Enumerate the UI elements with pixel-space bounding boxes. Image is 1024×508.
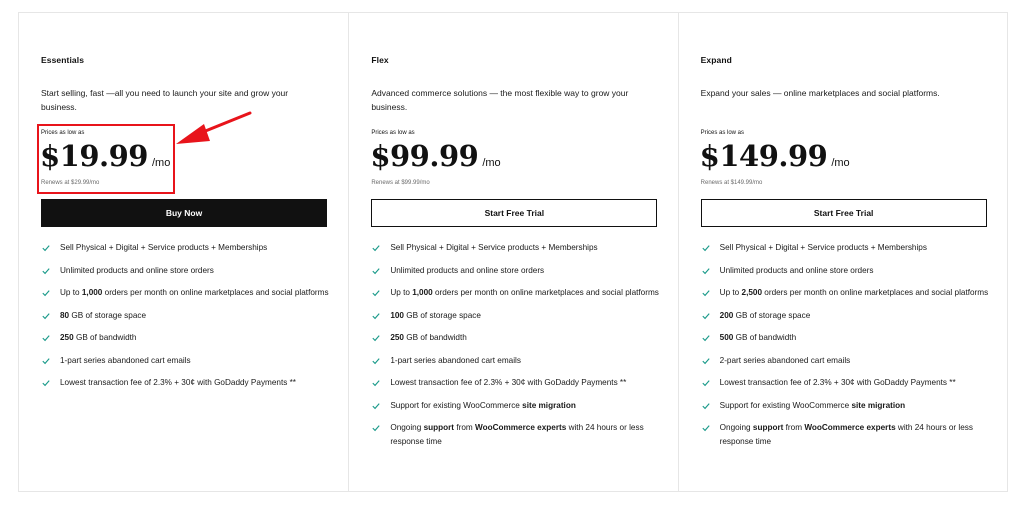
start-free-trial-button[interactable]: Start Free Trial <box>701 199 987 227</box>
feature-text: Ongoing <box>390 423 424 432</box>
price-row <box>40 139 170 173</box>
feature-item <box>41 286 331 300</box>
checkmark-icon <box>42 379 50 387</box>
feature-item <box>41 241 331 255</box>
pricing-table <box>18 12 1008 492</box>
feature-text: with 24 hours or less response time <box>719 423 973 446</box>
feature-text: 1-part series abandoned cart emails <box>60 355 191 365</box>
checkmark-icon <box>372 312 380 320</box>
plan-name: Expand <box>700 55 732 65</box>
feature-highlight: site migration <box>851 400 906 410</box>
checkmark-icon <box>702 267 710 275</box>
feature-highlight: WooCommerce experts <box>804 423 896 432</box>
feature-text: from <box>783 423 805 432</box>
feature-item <box>41 331 331 345</box>
feature-item <box>371 354 661 368</box>
feature-item <box>701 331 991 345</box>
checkmark-icon <box>42 267 50 275</box>
feature-item <box>371 241 661 255</box>
feature-item <box>371 309 661 323</box>
feature-text: Lowest transaction fee of 2.3% + 30¢ with GoDaddy Payments ** <box>390 378 627 387</box>
feature-highlight: 1,000 <box>81 288 103 297</box>
feature-text: orders per month on online marketplaces and social platforms <box>432 288 659 297</box>
feature-item <box>371 421 661 449</box>
feature-item <box>701 264 991 278</box>
feature-highlight: 200 <box>719 310 734 320</box>
checkmark-icon <box>372 379 380 387</box>
feature-text: Ongoing <box>719 423 753 432</box>
feature-item <box>701 309 991 323</box>
checkmark-icon <box>42 334 50 342</box>
feature-item <box>701 421 991 449</box>
plan-price: $19.99 <box>40 139 148 173</box>
plan-description: Start selling, fast —all you need to launch your site and grow your business. <box>41 88 289 112</box>
feature-highlight: site migration <box>522 400 576 410</box>
feature-item <box>41 376 331 390</box>
feature-text: Support for existing WooCommerce <box>719 400 852 410</box>
start-free-trial-button[interactable]: Start Free Trial <box>371 199 657 227</box>
feature-item <box>371 376 661 390</box>
plan-price: $149.99 <box>699 139 828 173</box>
feature-text: Up to <box>60 288 82 297</box>
feature-highlight: 500 <box>719 333 734 342</box>
feature-item <box>41 354 331 368</box>
feature-text: GB of storage space <box>404 310 481 320</box>
feature-text: with 24 hours or less response time <box>390 423 644 446</box>
feature-item <box>371 264 661 278</box>
plan-name: Flex <box>371 55 389 65</box>
price-row <box>370 139 500 173</box>
feature-item <box>701 241 991 255</box>
feature-text: orders per month on online marketplaces and social platforms <box>102 288 329 297</box>
checkmark-icon <box>702 402 710 410</box>
feature-text: Sell Physical + Digital + Service products + Memberships <box>60 243 268 252</box>
feature-highlight: WooCommerce experts <box>474 423 567 432</box>
plan-description: Advanced commerce solutions — the most flexible way to grow your business. <box>371 88 629 112</box>
feature-item <box>701 354 991 368</box>
feature-list <box>371 241 661 458</box>
feature-highlight: support <box>423 423 455 432</box>
plan-description: Expand your sales — online marketplaces and social platforms. <box>700 88 940 98</box>
feature-text: GB of bandwidth <box>733 333 797 342</box>
checkmark-icon <box>372 244 380 252</box>
feature-item <box>41 264 331 278</box>
buy-now-button[interactable]: Buy Now <box>41 199 327 227</box>
checkmark-icon <box>702 379 710 387</box>
checkmark-icon <box>372 357 380 365</box>
feature-item <box>371 331 661 345</box>
feature-text: Lowest transaction fee of 2.3% + 30¢ with GoDaddy Payments ** <box>60 378 296 387</box>
feature-text: from <box>454 423 475 432</box>
feature-text: Unlimited products and online store orders <box>60 265 214 275</box>
price-period: /mo <box>482 157 501 169</box>
feature-text: GB of storage space <box>69 310 147 320</box>
price-period: /mo <box>831 157 850 169</box>
feature-highlight: 1,000 <box>412 288 433 297</box>
feature-text: orders per month on online marketplaces and social platforms <box>762 288 989 297</box>
checkmark-icon <box>372 267 380 275</box>
feature-highlight: 80 <box>60 310 70 320</box>
checkmark-icon <box>702 424 710 432</box>
price-label: Prices as low as <box>700 130 745 136</box>
feature-highlight: support <box>752 423 784 432</box>
feature-highlight: 250 <box>390 333 404 342</box>
feature-item <box>701 376 991 390</box>
feature-item <box>371 399 661 413</box>
feature-text: Sell Physical + Digital + Service products + Memberships <box>390 243 598 252</box>
plan-card-flex <box>348 13 677 491</box>
feature-text: Unlimited products and online store orders <box>390 265 545 275</box>
checkmark-icon <box>42 312 50 320</box>
checkmark-icon <box>42 244 50 252</box>
checkmark-icon <box>42 357 50 365</box>
feature-item <box>371 286 661 300</box>
feature-text: Lowest transaction fee of 2.3% + 30¢ with GoDaddy Payments ** <box>719 378 956 387</box>
checkmark-icon <box>372 424 380 432</box>
checkmark-icon <box>42 289 50 297</box>
plan-price: $99.99 <box>370 139 479 173</box>
plan-name: Essentials <box>41 55 85 65</box>
renewal-price: Renews at $99.99/mo <box>371 180 430 186</box>
feature-text: GB of bandwidth <box>73 333 137 342</box>
feature-list <box>41 241 331 399</box>
checkmark-icon <box>702 334 710 342</box>
checkmark-icon <box>372 402 380 410</box>
checkmark-icon <box>372 334 380 342</box>
price-label: Prices as low as <box>371 130 415 136</box>
renewal-price: Renews at $29.99/mo <box>41 180 100 186</box>
price-period: /mo <box>152 157 171 169</box>
price-label: Prices as low as <box>41 130 85 136</box>
feature-text: Up to <box>390 288 413 297</box>
feature-item <box>41 309 331 323</box>
plan-card-essentials <box>19 13 348 491</box>
feature-text: GB of storage space <box>733 310 811 320</box>
feature-highlight: 100 <box>390 310 404 320</box>
feature-item <box>701 286 991 300</box>
price-row <box>700 139 850 173</box>
feature-highlight: 2,500 <box>741 288 763 297</box>
feature-list <box>701 241 991 458</box>
feature-highlight: 250 <box>60 333 74 342</box>
feature-text: Sell Physical + Digital + Service products + Memberships <box>719 243 927 252</box>
checkmark-icon <box>372 289 380 297</box>
renewal-price: Renews at $149.99/mo <box>700 180 763 186</box>
checkmark-icon <box>702 357 710 365</box>
checkmark-icon <box>702 289 710 297</box>
checkmark-icon <box>702 244 710 252</box>
feature-text: 1-part series abandoned cart emails <box>390 355 521 365</box>
checkmark-icon <box>702 312 710 320</box>
feature-text: GB of bandwidth <box>404 333 467 342</box>
plan-card-expand <box>678 13 1007 491</box>
feature-text: Unlimited products and online store orders <box>719 265 874 275</box>
feature-item <box>701 399 991 413</box>
feature-text: Support for existing WooCommerce <box>390 400 523 410</box>
feature-text: Up to <box>719 288 742 297</box>
feature-text: 2-part series abandoned cart emails <box>719 355 851 365</box>
